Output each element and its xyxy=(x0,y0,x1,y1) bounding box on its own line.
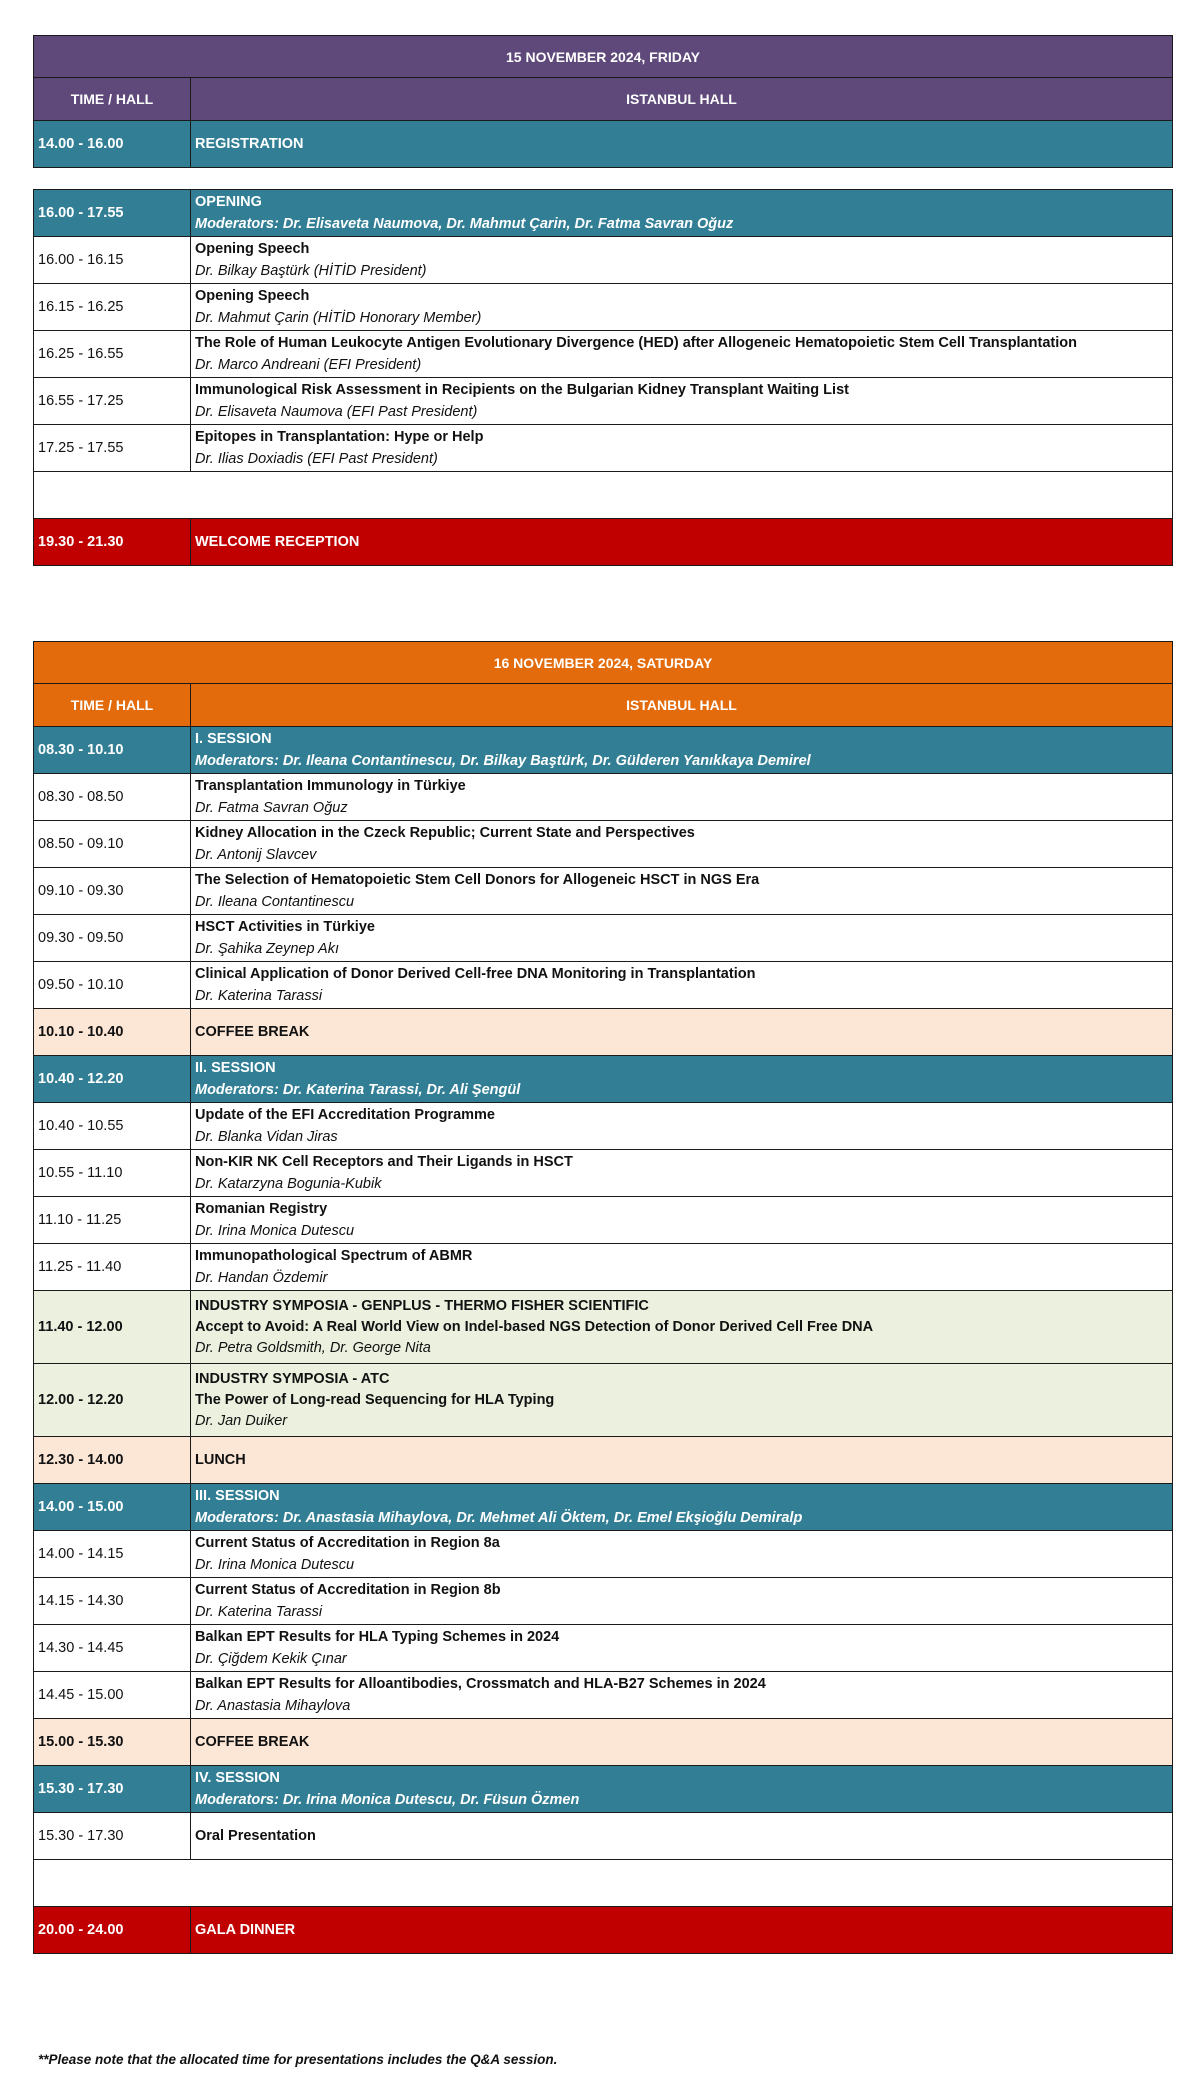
session-title: Epitopes in Transplantation: Hype or Help xyxy=(195,429,484,445)
session-title: Current Status of Accreditation in Region 8a xyxy=(195,1535,500,1551)
schedule-row xyxy=(34,962,1173,1009)
schedule-row xyxy=(34,915,1173,962)
schedule-row xyxy=(34,1531,1173,1578)
session-content xyxy=(191,821,1173,868)
session-content xyxy=(191,1719,1173,1766)
speaker: Dr. Çiğdem Kekik Çınar xyxy=(195,1651,347,1667)
time-slot: 10.10 - 10.40 xyxy=(34,1009,191,1056)
session-title: Clinical Application of Donor Derived Cell-free DNA Monitoring in Transplantation xyxy=(195,966,756,982)
session-title: INDUSTRY SYMPOSIA - GENPLUS - THERMO FISHER SCIENTIFIC xyxy=(195,1297,649,1314)
session-content xyxy=(191,1766,1173,1813)
session-title: HSCT Activities in Türkiye xyxy=(195,919,375,935)
schedule-row xyxy=(34,378,1173,425)
time-slot: 15.30 - 17.30 xyxy=(34,1766,191,1813)
schedule-row xyxy=(34,1056,1173,1103)
time-slot: 14.00 - 14.15 xyxy=(34,1531,191,1578)
session-content xyxy=(191,1672,1173,1719)
session-title: Update of the EFI Accreditation Programme xyxy=(195,1107,495,1123)
schedule-row xyxy=(34,821,1173,868)
time-slot: 10.55 - 11.10 xyxy=(34,1150,191,1197)
speaker: Dr. Mahmut Çarin (HİTİD Honorary Member) xyxy=(195,310,482,326)
column-header-row xyxy=(34,684,1173,727)
session-title: II. SESSION xyxy=(195,1060,276,1076)
session-content xyxy=(191,1907,1173,1954)
time-slot: 10.40 - 12.20 xyxy=(34,1056,191,1103)
speaker: Dr. Antonij Slavcev xyxy=(195,847,317,863)
schedule-body-saturday xyxy=(34,642,1173,1954)
time-slot: 15.30 - 17.30 xyxy=(34,1813,191,1860)
time-slot: 10.40 - 10.55 xyxy=(34,1103,191,1150)
spacer-cell xyxy=(34,1860,1173,1907)
session-title: Opening Speech xyxy=(195,288,310,304)
date-title: 16 NOVEMBER 2024, SATURDAY xyxy=(34,642,1173,684)
spacer-cell xyxy=(34,472,1173,519)
time-slot: 08.30 - 10.10 xyxy=(34,727,191,774)
spacer-row xyxy=(34,1860,1173,1907)
session-content xyxy=(191,868,1173,915)
time-slot: 14.30 - 14.45 xyxy=(34,1625,191,1672)
session-content xyxy=(191,1244,1173,1291)
schedule-row xyxy=(34,1672,1173,1719)
session-content xyxy=(191,519,1173,566)
time-slot: 16.55 - 17.25 xyxy=(34,378,191,425)
column-header-row xyxy=(34,78,1173,121)
schedule-row xyxy=(34,774,1173,821)
session-title: Current Status of Accreditation in Region 8b xyxy=(195,1582,501,1598)
session-content xyxy=(191,1437,1173,1484)
session-content xyxy=(191,378,1173,425)
session-talk-title: Accept to Avoid: A Real World View on Indel-based NGS Detection of Donor Derived Cell Free DNA xyxy=(195,1318,874,1335)
schedule-row xyxy=(34,331,1173,378)
column-header-hall: ISTANBUL HALL xyxy=(191,684,1173,727)
time-slot: 14.45 - 15.00 xyxy=(34,1672,191,1719)
moderators: Moderators: Dr. Irina Monica Dutescu, Dr. Füsun Özmen xyxy=(195,1792,580,1808)
column-header-hall: ISTANBUL HALL xyxy=(191,78,1173,121)
date-title: 15 NOVEMBER 2024, FRIDAY xyxy=(34,36,1173,78)
speaker: Dr. Irina Monica Dutescu xyxy=(195,1557,355,1573)
session-content xyxy=(191,774,1173,821)
session-title: OPENING xyxy=(195,194,262,210)
session-title: IV. SESSION xyxy=(195,1770,280,1786)
moderators: Moderators: Dr. Anastasia Mihaylova, Dr. Mehmet Ali Öktem, Dr. Emel Ekşioğlu Demiralp xyxy=(195,1510,803,1526)
session-content xyxy=(191,190,1173,237)
speaker: Dr. Katerina Tarassi xyxy=(195,1604,323,1620)
schedule-row xyxy=(34,1197,1173,1244)
session-title: Non-KIR NK Cell Receptors and Their Ligands in HSCT xyxy=(195,1154,573,1170)
session-title: Balkan EPT Results for Alloantibodies, Crossmatch and HLA-B27 Schemes in 2024 xyxy=(195,1676,766,1692)
schedule-row xyxy=(34,519,1173,566)
time-slot: 19.30 - 21.30 xyxy=(34,519,191,566)
moderators: Moderators: Dr. Ileana Contantinescu, Dr. Bilkay Baştürk, Dr. Gülderen Yanıkkaya Demirel xyxy=(195,753,811,769)
session-title: Immunological Risk Assessment in Recipients on the Bulgarian Kidney Transplant Waiting List xyxy=(195,382,849,398)
speaker: Dr. Marco Andreani (EFI President) xyxy=(195,357,422,373)
session-title: Immunopathological Spectrum of ABMR xyxy=(195,1248,473,1264)
schedule-row xyxy=(34,1009,1173,1056)
session-content xyxy=(191,1103,1173,1150)
speaker: Dr. Ileana Contantinescu xyxy=(195,894,355,910)
schedule-row xyxy=(34,727,1173,774)
day-schedule-saturday xyxy=(33,641,1172,1954)
schedule-row xyxy=(34,1907,1173,1954)
session-title: Opening Speech xyxy=(195,241,310,257)
time-slot: 11.25 - 11.40 xyxy=(34,1244,191,1291)
session-title: Transplantation Immunology in Türkiye xyxy=(195,778,466,794)
speaker: Dr. Ilias Doxiadis (EFI Past President) xyxy=(195,451,438,467)
speaker: Dr. Katarzyna Bogunia-Kubik xyxy=(195,1176,382,1192)
schedule-row xyxy=(34,1719,1173,1766)
session-title: The Selection of Hematopoietic Stem Cell Donors for Allogeneic HSCT in NGS Era xyxy=(195,872,760,888)
session-title: COFFEE BREAK xyxy=(195,1734,310,1750)
session-content xyxy=(191,237,1173,284)
schedule-row xyxy=(34,1103,1173,1150)
date-header-row xyxy=(34,36,1173,78)
session-talk-title: The Power of Long-read Sequencing for HLA Typing xyxy=(195,1391,555,1408)
moderators: Moderators: Dr. Katerina Tarassi, Dr. Ali Şengül xyxy=(195,1082,521,1098)
schedule-row xyxy=(34,1150,1173,1197)
schedule-row xyxy=(34,868,1173,915)
speaker: Dr. Handan Özdemir xyxy=(195,1270,328,1286)
date-header-row xyxy=(34,642,1173,684)
session-content xyxy=(191,331,1173,378)
footnote: **Please note that the allocated time for presentations includes the Q&A session. xyxy=(38,2052,558,2067)
spacer-row xyxy=(34,168,1173,190)
session-title: III. SESSION xyxy=(195,1488,280,1504)
schedule-row xyxy=(34,1578,1173,1625)
time-slot: 16.15 - 16.25 xyxy=(34,284,191,331)
session-title: Oral Presentation xyxy=(195,1828,316,1844)
time-slot: 20.00 - 24.00 xyxy=(34,1907,191,1954)
session-title: Romanian Registry xyxy=(195,1201,328,1217)
speaker: Dr. Şahika Zeynep Akı xyxy=(195,941,339,957)
speaker: Dr. Blanka Vidan Jiras xyxy=(195,1129,338,1145)
session-title: Balkan EPT Results for HLA Typing Schemes in 2024 xyxy=(195,1629,560,1645)
schedule-row xyxy=(34,1437,1173,1484)
session-content xyxy=(191,1578,1173,1625)
schedule-row xyxy=(34,1766,1173,1813)
schedule-row xyxy=(34,1244,1173,1291)
schedule-row xyxy=(34,1364,1173,1437)
session-title: WELCOME RECEPTION xyxy=(195,534,360,550)
time-slot: 09.50 - 10.10 xyxy=(34,962,191,1009)
schedule-row xyxy=(34,1484,1173,1531)
session-content xyxy=(191,1531,1173,1578)
session-content xyxy=(191,1291,1173,1364)
time-slot: 12.30 - 14.00 xyxy=(34,1437,191,1484)
session-title: GALA DINNER xyxy=(195,1922,296,1938)
session-content xyxy=(191,1056,1173,1103)
time-slot: 11.10 - 11.25 xyxy=(34,1197,191,1244)
schedule-row xyxy=(34,1291,1173,1364)
session-title: I. SESSION xyxy=(195,731,272,747)
session-content xyxy=(191,1813,1173,1860)
session-content xyxy=(191,1484,1173,1531)
time-slot: 12.00 - 12.20 xyxy=(34,1364,191,1437)
schedule-row xyxy=(34,1813,1173,1860)
moderators: Moderators: Dr. Elisaveta Naumova, Dr. Mahmut Çarin, Dr. Fatma Savran Oğuz xyxy=(195,216,734,232)
schedule-row xyxy=(34,1625,1173,1672)
session-content xyxy=(191,1009,1173,1056)
session-title: Kidney Allocation in the Czeck Republic; Current State and Perspectives xyxy=(195,825,695,841)
session-content xyxy=(191,1625,1173,1672)
speaker: Dr. Anastasia Mihaylova xyxy=(195,1698,351,1714)
column-header-time: TIME / HALL xyxy=(34,684,191,727)
session-title: LUNCH xyxy=(195,1452,246,1468)
time-slot: 15.00 - 15.30 xyxy=(34,1719,191,1766)
spacer-row xyxy=(34,472,1173,519)
time-slot: 17.25 - 17.55 xyxy=(34,425,191,472)
time-slot: 08.50 - 09.10 xyxy=(34,821,191,868)
time-slot: 14.15 - 14.30 xyxy=(34,1578,191,1625)
session-content xyxy=(191,425,1173,472)
session-content xyxy=(191,121,1173,168)
session-content xyxy=(191,915,1173,962)
schedule-body-friday xyxy=(34,36,1173,566)
schedule-row xyxy=(34,284,1173,331)
session-title: REGISTRATION xyxy=(195,136,304,152)
time-slot: 09.30 - 09.50 xyxy=(34,915,191,962)
speaker: Dr. Irina Monica Dutescu xyxy=(195,1223,355,1239)
session-content xyxy=(191,284,1173,331)
session-content xyxy=(191,1197,1173,1244)
session-title: The Role of Human Leukocyte Antigen Evolutionary Divergence (HED) after Allogeneic Hematopoietic Stem Cell Transplantation xyxy=(195,335,1077,351)
speaker: Dr. Elisaveta Naumova (EFI Past President) xyxy=(195,404,478,420)
session-content xyxy=(191,1150,1173,1197)
session-title: INDUSTRY SYMPOSIA - ATC xyxy=(195,1370,390,1387)
speaker: Dr. Katerina Tarassi xyxy=(195,988,323,1004)
schedule-row xyxy=(34,237,1173,284)
session-content xyxy=(191,962,1173,1009)
time-slot: 14.00 - 16.00 xyxy=(34,121,191,168)
speaker: Dr. Petra Goldsmith, Dr. George Nita xyxy=(195,1339,431,1356)
time-slot: 14.00 - 15.00 xyxy=(34,1484,191,1531)
speaker: Dr. Bilkay Baştürk (HİTİD President) xyxy=(195,263,427,279)
schedule-row xyxy=(34,121,1173,168)
day-schedule-friday xyxy=(33,35,1172,566)
speaker: Dr. Fatma Savran Oğuz xyxy=(195,800,348,816)
speaker: Dr. Jan Duiker xyxy=(195,1412,288,1429)
time-slot: 16.00 - 17.55 xyxy=(34,190,191,237)
session-content xyxy=(191,727,1173,774)
spacer-cell xyxy=(34,168,1173,190)
session-content xyxy=(191,1364,1173,1437)
session-title: COFFEE BREAK xyxy=(195,1024,310,1040)
time-slot: 11.40 - 12.00 xyxy=(34,1291,191,1364)
schedule-row xyxy=(34,425,1173,472)
time-slot: 08.30 - 08.50 xyxy=(34,774,191,821)
time-slot: 16.00 - 16.15 xyxy=(34,237,191,284)
schedule-row xyxy=(34,190,1173,237)
time-slot: 09.10 - 09.30 xyxy=(34,868,191,915)
column-header-time: TIME / HALL xyxy=(34,78,191,121)
time-slot: 16.25 - 16.55 xyxy=(34,331,191,378)
